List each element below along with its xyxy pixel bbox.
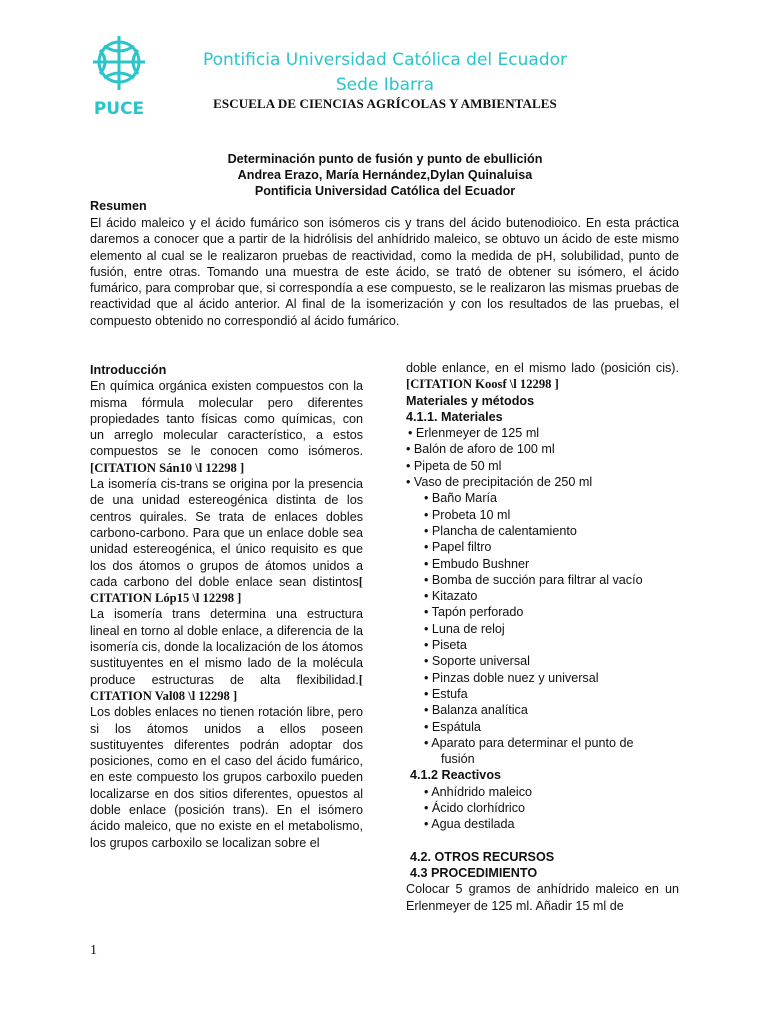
list-item: • Soporte universal (424, 654, 530, 669)
list-item-continued: fusión (441, 752, 475, 767)
list-item: • Luna de reloj (424, 621, 505, 636)
materials-heading: 4.1.1. Materiales (406, 409, 503, 424)
procedure-heading: 4.3 PROCEDIMIENTO (410, 865, 538, 880)
school-name: ESCUELA DE CIENCIAS AGRÍCOLAS Y AMBIENTALES (213, 96, 557, 111)
citation: [CITATION Sán10 \l 12298 ] (90, 460, 245, 475)
abstract-heading: Resumen (90, 199, 147, 213)
list-item: • Aparato para determinar el punto de (424, 735, 634, 750)
affiliation: Pontificia Universidad Católica del Ecuador (254, 184, 516, 198)
spacer (406, 833, 679, 849)
intro-p2-text: La isomería cis-trans se origina por la presencia de una unidad estereogénica distinta de los centros quirales. Se trata de enlaces dobles carbono-carbono. Para que un enlace doble sea unidad estereogénica, el único requisito es que los dos átomos o grupos de átomos unidos a cada carbono del doble enlace sean distintos (90, 477, 363, 589)
list-item: • Kitazato (424, 589, 478, 604)
list-item: • Piseta (424, 638, 467, 653)
intro-p1-text: En química orgánica existen compuestos con la misma fórmula molecular pero diferentes propiedades tanto físicas como químicas, con un arreglo molecular característico, a estos compuestos se le conocen como isómeros. (90, 379, 363, 459)
list-item: • Tapón perforado (424, 605, 524, 620)
list-item: • Balanza analítica (424, 703, 528, 718)
intro-paragraph-1 (90, 378, 363, 476)
list-item: • Plancha de calentamiento (424, 523, 577, 538)
list-item: • Pinzas doble nuez y universal (424, 670, 599, 685)
logo-text: PUCE (93, 99, 145, 119)
intro-heading: Introducción (90, 363, 167, 377)
cross-emblem-icon (86, 34, 152, 120)
list-item: • Pipeta de 50 ml (406, 458, 502, 473)
left-column (90, 362, 363, 851)
intro-p4-cont-text: doble enlance, en el mismo lado (posición cis). (406, 361, 679, 375)
intro-paragraph-3 (90, 606, 363, 704)
other-resources-heading: 4.2. OTROS RECURSOS (410, 849, 555, 864)
document-title: Determinación punto de fusión y punto de ebullición (227, 152, 543, 166)
citation: [ CITATION Lóp15 \l 12298 ] (90, 574, 363, 606)
reagents-heading: 4.1.2 Reactivos (410, 768, 502, 783)
abstract-text: El ácido maleico y el ácido fumárico son isómeros cis y trans del ácido butenodioico. En esta práctica daremos a conocer que a partir de la hidrólisis del anhídrido maleico, se obtuvo un ácido de este mismo elemento al cual se le realizaron pruebas de reactividad, como la medida de pH, solubilidad, punto de fusión, entre otras. Tomando una muestra de este ácido, se trató de obtener su isómero, el ácido fumárico, para comprobar que, si correspondía a ese compuesto, se le realizaron las mismas pruebas de reactividad que al ácido anterior. Al final de la isomerización y con los resultados de las pruebas, el compuesto obtenido no correspondió al ácido fumárico. (90, 216, 679, 328)
university-header (160, 48, 610, 98)
page-number: 1 (90, 943, 97, 958)
university-logo (86, 34, 152, 120)
campus-name: Sede Ibarra (335, 75, 435, 95)
title-block (90, 151, 680, 199)
university-name: Pontificia Universidad Católica del Ecuador (202, 50, 568, 70)
list-item: • Espátula (424, 719, 481, 734)
list-item: • Vaso de precipitación de 250 ml (406, 475, 593, 490)
authors: Andrea Erazo, María Hernández,Dylan Quinaluisa (237, 168, 533, 182)
methods-heading: Materiales y métodos (406, 393, 535, 408)
intro-p3-text: La isomería trans determina una estructura lineal en torno al doble enlace, a diferencia de la isomería cis, donde la localización de los átomos sustituyentes en el mismo lado de la molécula produce estructuras de alta flexibilidad. (90, 607, 364, 687)
intro-paragraph-4-continued (406, 360, 679, 393)
list-item: • Anhídrido maleico (424, 784, 533, 799)
list-item: • Baño María (424, 491, 498, 506)
list-item: • Bomba de succión para filtrar al vacío (424, 572, 643, 587)
right-column (406, 360, 679, 914)
list-item: • Agua destilada (424, 817, 515, 832)
intro-paragraph-2 (90, 476, 363, 606)
citation: [ CITATION Val08 \l 12298 ] (90, 672, 363, 703)
procedure-text: Colocar 5 gramos de anhídrido maleico en un Erlenmeyer de 125 ml. Añadir 15 ml de (406, 882, 679, 913)
list-item: • Ácido clorhídrico (424, 801, 526, 816)
list-item: • Probeta 10 ml (424, 507, 511, 522)
list-item: • Embudo Bushner (424, 556, 530, 571)
citation: [CITATION Koosf \l 12298 ] (406, 377, 559, 392)
reagents-list (406, 784, 679, 833)
list-item: • Erlenmeyer de 125 ml (408, 426, 540, 441)
materials-list (406, 425, 679, 767)
list-item: • Estufa (424, 686, 468, 701)
intro-paragraph-4: Los dobles enlaces no tienen rotación libre, pero si los átomos unidos a ellos poseen sustituyentes diferentes podrán adoptar dos posiciones, como en el caso del ácido fumárico, en este compuesto los grupos carboxilo pueden localizarse en dos sitios diferentes, opuestos al doble enlace (posición trans). En el isómero ácido maleico, que no existe en el metabolismo, los grupos carboxilo se localizan sobre el (90, 705, 363, 850)
list-item: • Balón de aforo de 100 ml (406, 442, 555, 457)
list-item: • Papel filtro (424, 540, 492, 555)
